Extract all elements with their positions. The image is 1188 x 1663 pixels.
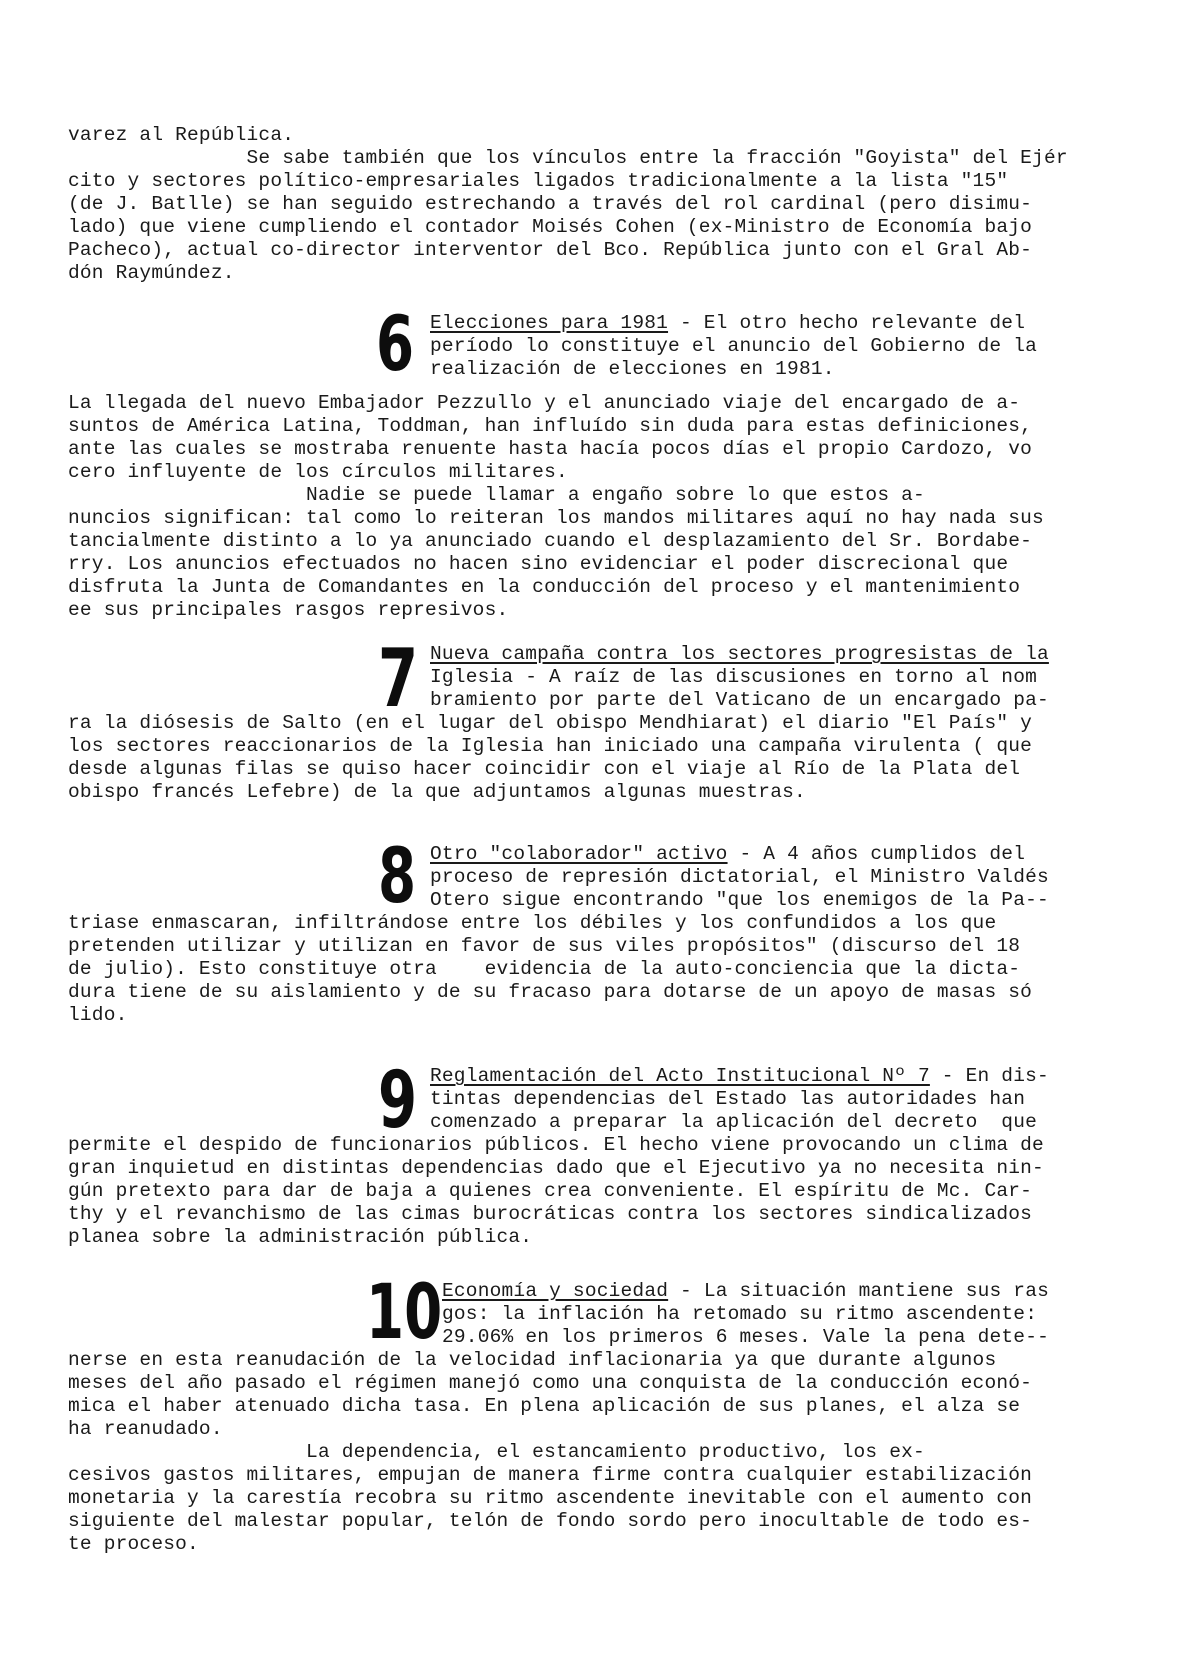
section-body-line: rry. Los anuncios efectuados no hacen sino evidenciar el poder discrecional que xyxy=(68,553,1009,575)
section-title: Otro "colaborador" activo xyxy=(430,843,728,865)
intro-line: dón Raymúndez. xyxy=(68,262,235,284)
section-body-line: de julio). Esto constituye otra evidencia de la auto-conciencia que la dicta- xyxy=(68,958,1021,980)
section-heading-rest: - La situación mantiene sus ras xyxy=(668,1280,1050,1302)
section-body-line: tancialmente distinto a lo ya anunciado cuando el desplazamiento del Sr. Bordabe- xyxy=(68,530,1033,552)
section-body-line: ha reanudado. xyxy=(68,1418,223,1440)
section-heading-line: tintas dependencias del Estado las autoridades han xyxy=(430,1088,1026,1110)
section-heading-rest: - El otro hecho relevante del xyxy=(668,312,1026,334)
section-body-line: desde algunas filas se quiso hacer coincidir con el viaje al Río de la Plata del xyxy=(68,758,1021,780)
section-heading xyxy=(442,1280,1049,1303)
section-title: Reglamentación del Acto Institucional Nº 7 xyxy=(430,1065,930,1087)
section-body-line: ante las cuales se mostraba renuente hasta hacía pocos días el propio Cardozo, vo xyxy=(68,438,1033,460)
section-body-line: ee sus principales rasgos represivos. xyxy=(68,599,509,621)
section-body-line: siguiente del malestar popular, telón de fondo sordo pero inocultable de todo es- xyxy=(68,1510,1033,1532)
section-title: Economía y sociedad xyxy=(442,1280,669,1302)
section-body-line: planea sobre la administración pública. xyxy=(68,1226,533,1248)
section-body-line: triase enmascaran, infiltrándose entre los débiles y los confundidos a los que xyxy=(68,912,997,934)
section-body-line: nuncios significan: tal como lo reiteran los mandos militares aquí no hay nada sus xyxy=(68,507,1044,529)
section-heading-line: bramiento por parte del Vaticano de un encargado pa- xyxy=(430,689,1049,711)
section-body-line: meses del año pasado el régimen manejó como una conquista de la conducción econó- xyxy=(68,1372,1033,1394)
section-heading xyxy=(430,643,1049,666)
section-body-line: cero influyente de los círculos militares. xyxy=(68,461,568,483)
intro-line: cito y sectores político-empresariales ligados tradicionalmente a la lista "15" xyxy=(68,170,1009,192)
section-body-line: lido. xyxy=(68,1004,128,1026)
section-body-line: te proceso. xyxy=(68,1533,199,1555)
section-body-line: cesivos gastos militares, empujan de manera firme contra cualquier estabilización xyxy=(68,1464,1033,1486)
section-heading-line: Otero sigue encontrando "que los enemigos de la Pa-- xyxy=(430,889,1049,911)
section-heading-line: Iglesia - A raíz de las discusiones en torno al nom xyxy=(430,666,1037,688)
section-body-line: gran inquietud en distintas dependencias dado que el Ejecutivo ya no necesita nin- xyxy=(68,1157,1044,1179)
section-heading-line: comenzado a preparar la aplicación del decreto que xyxy=(430,1111,1037,1133)
section-body-line: La llegada del nuevo Embajador Pezzullo y el anunciado viaje del encargado de a- xyxy=(68,392,1021,414)
section-body-line: Nadie se puede llamar a engaño sobre lo que estos a- xyxy=(68,484,925,506)
section-heading xyxy=(430,312,1025,335)
section-body-line: dura tiene de su aislamiento y de su fracaso para dotarse de un apoyo de masas só xyxy=(68,981,1033,1003)
section-body-line: pretenden utilizar y utilizan en favor de sus viles propósitos" (discurso del 18 xyxy=(68,935,1021,957)
section-body-line: La dependencia, el estancamiento productivo, los ex- xyxy=(68,1441,925,1463)
section-title: Elecciones para 1981 xyxy=(430,312,669,334)
section-number-9: 9 xyxy=(378,1056,418,1146)
section-body-line: ra la diósesis de Salto (en el lugar del obispo Mendhiarat) el diario "El País" y xyxy=(68,712,1033,734)
section-body-line: gún pretexto para dar de baja a quienes crea conveniente. El espíritu de Mc. Car- xyxy=(68,1180,1033,1202)
section-title: Nueva campaña contra los sectores progresistas de la xyxy=(430,643,1049,665)
section-number-10: 10 xyxy=(366,1267,443,1356)
section-body-line: obispo francés Lefebre) de la que adjuntamos algunas muestras. xyxy=(68,781,806,803)
section-heading-line: 29.06% en los primeros 6 meses. Vale la pena dete-- xyxy=(442,1326,1049,1348)
section-body-line: los sectores reaccionarios de la Iglesia han iniciado una campaña virulenta ( que xyxy=(68,735,1033,757)
section-body-line: nerse en esta reanudación de la velocidad inflacionaria ya que durante algunos xyxy=(68,1349,997,1371)
intro-line: Pacheco), actual co-director interventor del Bco. República junto con el Gral Ab- xyxy=(68,239,1033,261)
section-body-line: disfruta la Junta de Comandantes en la conducción del proceso y el mantenimiento xyxy=(68,576,1021,598)
section-body-line: permite el despido de funcionarios públicos. El hecho viene provocando un clima de xyxy=(68,1134,1044,1156)
section-body-line: suntos de América Latina, Toddman, han influído sin duda para estas definiciones, xyxy=(68,415,1033,437)
section-number-8: 8 xyxy=(378,831,417,920)
intro-line: (de J. Batlle) se han seguido estrechando a través del rol cardinal (pero disimu- xyxy=(68,193,1033,215)
intro-line: varez al República. xyxy=(68,124,295,146)
section-heading-line: realización de elecciones en 1981. xyxy=(430,358,835,380)
section-body-line: thy y el revanchismo de las cimas burocráticas contra los sectores sindicalizados xyxy=(68,1203,1033,1225)
section-heading-line: período lo constituye el anuncio del Gobierno de la xyxy=(430,335,1037,357)
section-heading-line: gos: la inflación ha retomado su ritmo ascendente: xyxy=(442,1303,1038,1325)
section-heading xyxy=(430,843,1025,866)
section-heading-rest: - En dis- xyxy=(929,1065,1049,1087)
section-body-line: monetaria y la carestía recobra su ritmo ascendente inevitable con el aumento con xyxy=(68,1487,1033,1509)
section-heading xyxy=(430,1065,1049,1088)
intro-line: lado) que viene cumpliendo el contador Moisés Cohen (ex-Ministro de Economía bajo xyxy=(68,216,1033,238)
section-number-6: 6 xyxy=(376,299,415,388)
section-heading-line: proceso de represión dictatorial, el Ministro Valdés xyxy=(430,866,1049,888)
intro-line: Se sabe también que los vínculos entre la fracción "Goyista" del Ejér xyxy=(68,147,1068,169)
section-number-7: 7 xyxy=(378,632,419,725)
section-body-line: mica el haber atenuado dicha tasa. En plena aplicación de sus planes, el alza se xyxy=(68,1395,1021,1417)
section-heading-rest: - A 4 años cumplidos del xyxy=(727,843,1026,865)
